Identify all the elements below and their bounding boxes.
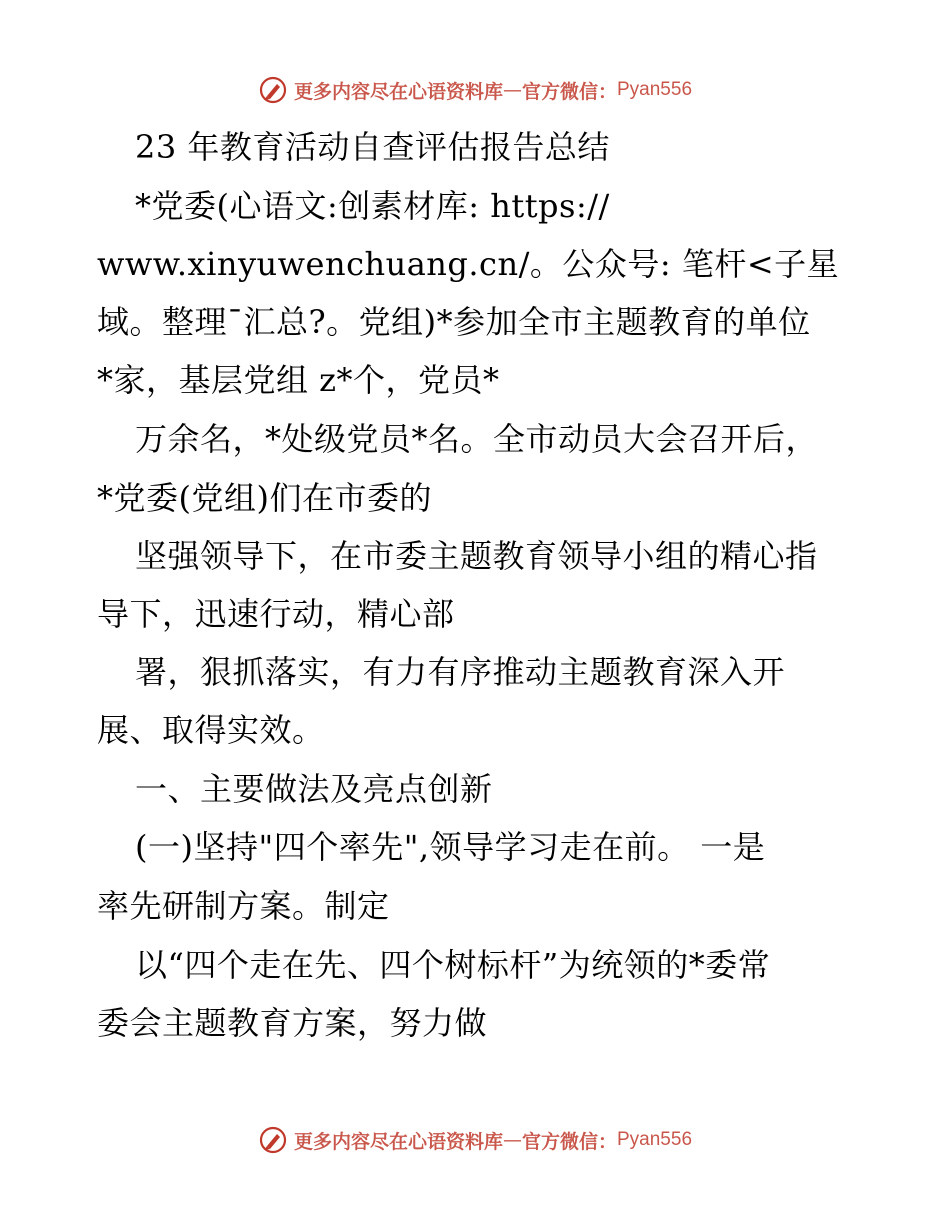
paragraph-line: 率先研制方案。制定 [97,887,390,925]
paragraph-line: www.xinyuwenchuang.cn/。公众号: 笔杆<子星 [97,245,840,283]
paragraph-line: 坚强领导下，在市委主题教育领导小组的精心指 [135,537,818,575]
section-heading: 一、主要做法及亮点创新 [135,770,493,808]
paragraph-line: *党委(党组)们在市委的 [97,479,432,517]
pen-logo-icon [258,75,288,105]
subsection-heading: (一)坚持"四个率先",领导学习走在前。 一是 [135,828,766,866]
document-title: 23 年教育活动自查评估报告总结 [135,128,610,166]
banner-wechat-label: 官方微信： [521,1130,617,1153]
banner-slogan: 更多内容尽在心语资料库 [293,80,503,103]
paragraph-line: 域。整理¯汇总?。党组)*参加全市主题教育的单位 [97,303,811,341]
paragraph-line: *党委(心语文:创素材库: https:// [135,187,610,225]
paragraph-line: 万余名，*处级党员*名。全市动员大会召开后， [135,420,819,458]
paragraph-line: 以“四个走在先、四个树标杆”为统领的*委常 [135,946,771,984]
paragraph-line: 展、取得实效。 [97,711,325,749]
paragraph-line: 委会主题教育方案，努力做 [97,1004,488,1042]
header-banner [0,70,950,110]
banner-wechat-id: Pyan556 [617,79,693,100]
paragraph-line: 署，狠抓落实，有力有序推动主题教育深入开 [135,653,786,691]
banner-dash: — [502,1129,522,1151]
footer-banner [0,1120,950,1160]
banner-dash: — [502,79,522,101]
paragraph-line: *家，基层党组 z*个，党员* [97,361,500,399]
pen-logo-icon [258,1125,288,1155]
paragraph-line: 导下，迅速行动，精心部 [97,595,455,633]
banner-wechat-id: Pyan556 [617,1129,693,1150]
banner-slogan: 更多内容尽在心语资料库 [293,1130,503,1153]
banner-wechat-label: 官方微信： [521,80,617,103]
